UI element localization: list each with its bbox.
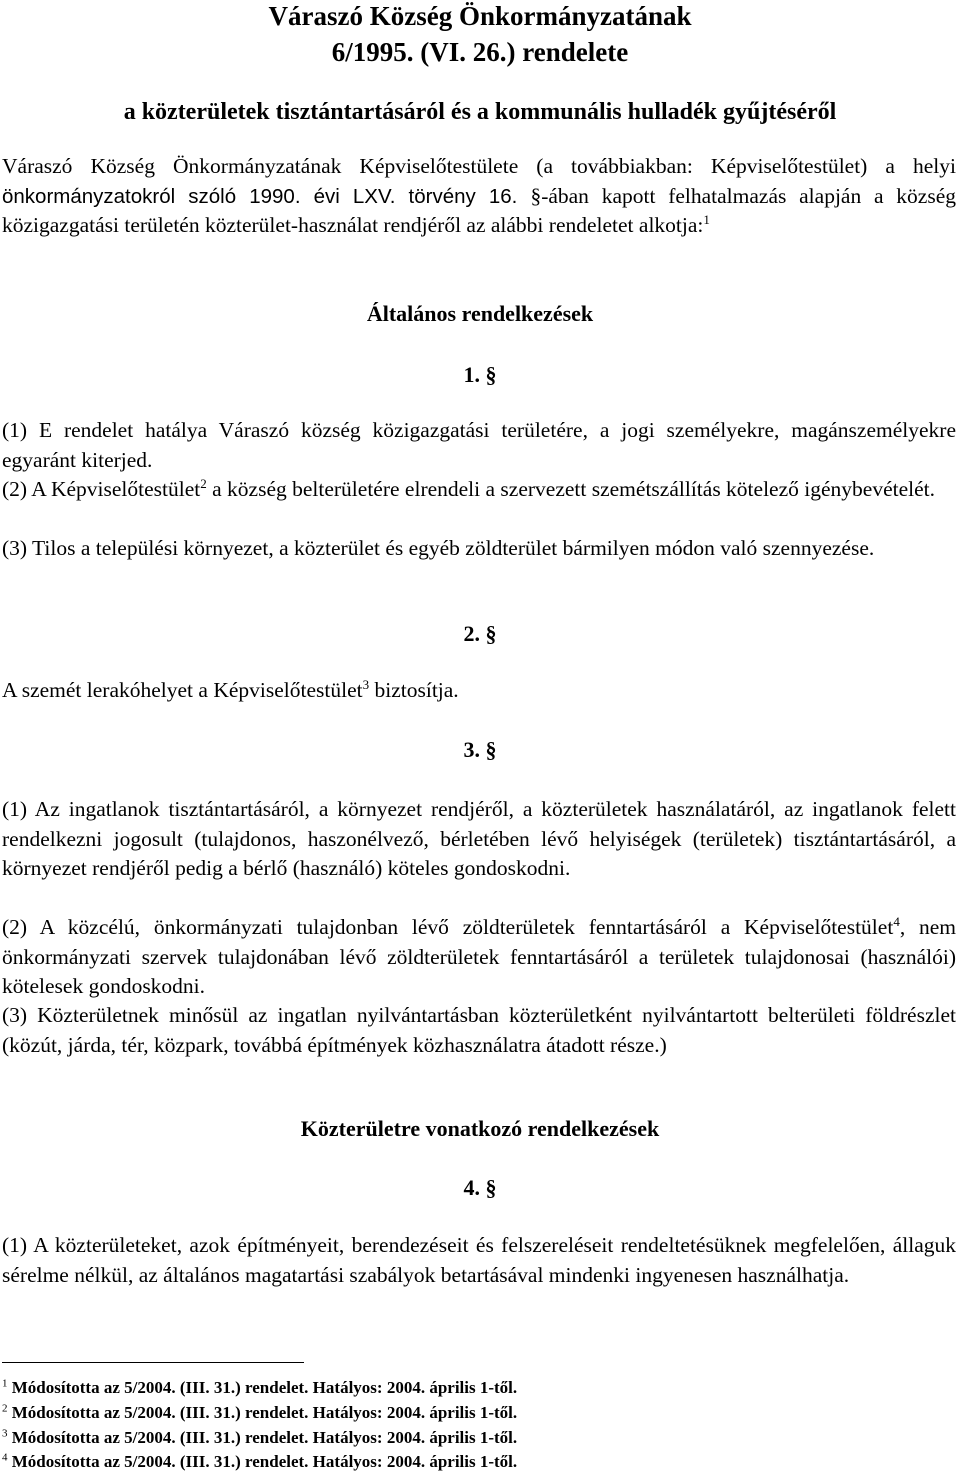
heading-public-space-provisions: Közterületre vonatkozó rendelkezések [300, 1116, 660, 1141]
preamble-part2: önkormányzatokról szóló 1990. évi LXV. törvény 16. [2, 184, 531, 208]
document-subtitle: a közterületek tisztántartásáról és a kommunális hulladék gyűjtéséről [123, 99, 837, 125]
document-title-line1: Váraszó Község Önkormányzatának [268, 1, 692, 31]
section-3-paragraph-2 [2, 913, 956, 1002]
section-3-paragraph-2-text-a: (2) A közcélú, önkormányzati tulajdonban lévő zöldterületek fenntartásáról a Képviselőtestület [2, 915, 894, 939]
footnote-separator [2, 1362, 304, 1363]
footnote-4 [2, 1451, 517, 1473]
footnote-ref-2: 2 [200, 475, 207, 491]
section-number-3: 3. § [463, 737, 497, 762]
section-number-4: 4. § [463, 1175, 497, 1200]
section-number-1: 1. § [463, 362, 497, 387]
footnote-2-text: Módosította az 5/2004. (III. 31.) rendelet. Hatályos: 2004. április 1-től. [11, 1403, 518, 1422]
section-3-paragraph-2-text-b: , nem önkormányzati szervek tulajdonában lévő zöldterületek fenntartásáról a területek tulajdonosai (használói) kötelesek gondoskodni. [2, 915, 956, 998]
preamble-part3: §-ában kapott felhatalmazás alapján a község közigazgatási területén közterület-használat rendjéről az alábbi rendeletet [2, 183, 956, 237]
section-1-paragraph-2 [2, 475, 956, 505]
section-2-text-b: biztosítja. [369, 678, 459, 702]
footnote-1 [2, 1377, 517, 1399]
preamble-part4: alkotja: [638, 213, 704, 237]
section-2-text [2, 676, 956, 706]
footnote-ref-4: 4 [893, 913, 900, 929]
footnote-2-number: 2 [2, 1402, 8, 1415]
section-4-paragraph-1: (1) A közterületeket, azok építményeit, berendezéseit és felszereléseit rendeltetésüknek megfelelően, állaguk sérelme nélkül, az általános magatartási szabályok betartásával mindenki ingyenesen használhatja. [2, 1233, 956, 1287]
heading-general-provisions: Általános rendelkezések [366, 301, 594, 326]
preamble-part1: Váraszó Község Önkormányzatának Képviselőtestülete (a továbbiakban: Képviselőtestület) a helyi [2, 154, 956, 178]
footnote-ref-1: 1 [703, 211, 710, 227]
footnote-3 [2, 1427, 517, 1449]
footnote-ref-3: 3 [362, 676, 370, 692]
section-1-paragraph-2-text-b: a község belterületére elrendeli a szervezett szemétszállítás kötelező igénybevételét. [206, 477, 935, 501]
footnote-1-text: Módosította az 5/2004. (III. 31.) rendelet. Hatályos: 2004. április 1-től. [11, 1378, 518, 1397]
footnote-4-number: 4 [2, 1451, 8, 1464]
footnote-3-text: Módosította az 5/2004. (III. 31.) rendelet. Hatályos: 2004. április 1-től. [11, 1428, 518, 1447]
section-1-paragraph-2-text-a: (2) A Képviselőtestület [2, 477, 201, 501]
footnote-4-text: Módosította az 5/2004. (III. 31.) rendelet. Hatályos: 2004. április 1-től. [11, 1452, 518, 1471]
footnote-3-number: 3 [2, 1427, 8, 1440]
document-title-line2: 6/1995. (VI. 26.) rendelete [331, 37, 629, 67]
preamble [2, 152, 956, 241]
section-2-text-a: A szemét lerakóhelyet a Képviselőtestület [2, 678, 363, 702]
section-number-2: 2. § [463, 621, 497, 646]
section-1-paragraph-1: (1) E rendelet hatálya Váraszó község közigazgatási területére, a jogi személyekre, magánszemélyekre egyaránt kiterjed. [2, 418, 956, 472]
footnote-2 [2, 1402, 517, 1424]
section-3-paragraph-1: (1) Az ingatlanok tisztántartásáról, a környezet rendjéről, a közterületek használatáról, az ingatlanok felett rendelkezni jogosult (tulajdonos, haszonélvező, bérletében lévő helyiségek (területek) tisztántartásáról, a környezet rendjéről pedig a bérlő (használó) köteles gondoskodni. [2, 797, 956, 880]
footnote-1-number: 1 [2, 1377, 8, 1390]
section-1-paragraph-3: (3) Tilos a települési környezet, a közterület és egyéb zöldterület bármilyen módon való szennyezése. [2, 536, 875, 560]
section-3-paragraph-3: (3) Közterületnek minősül az ingatlan nyilvántartásban közterületként nyilvántartott belterületi földrészlet (közút, járda, tér, közpark, továbbá építmények közhasználatra átadott része.) [2, 1003, 956, 1057]
